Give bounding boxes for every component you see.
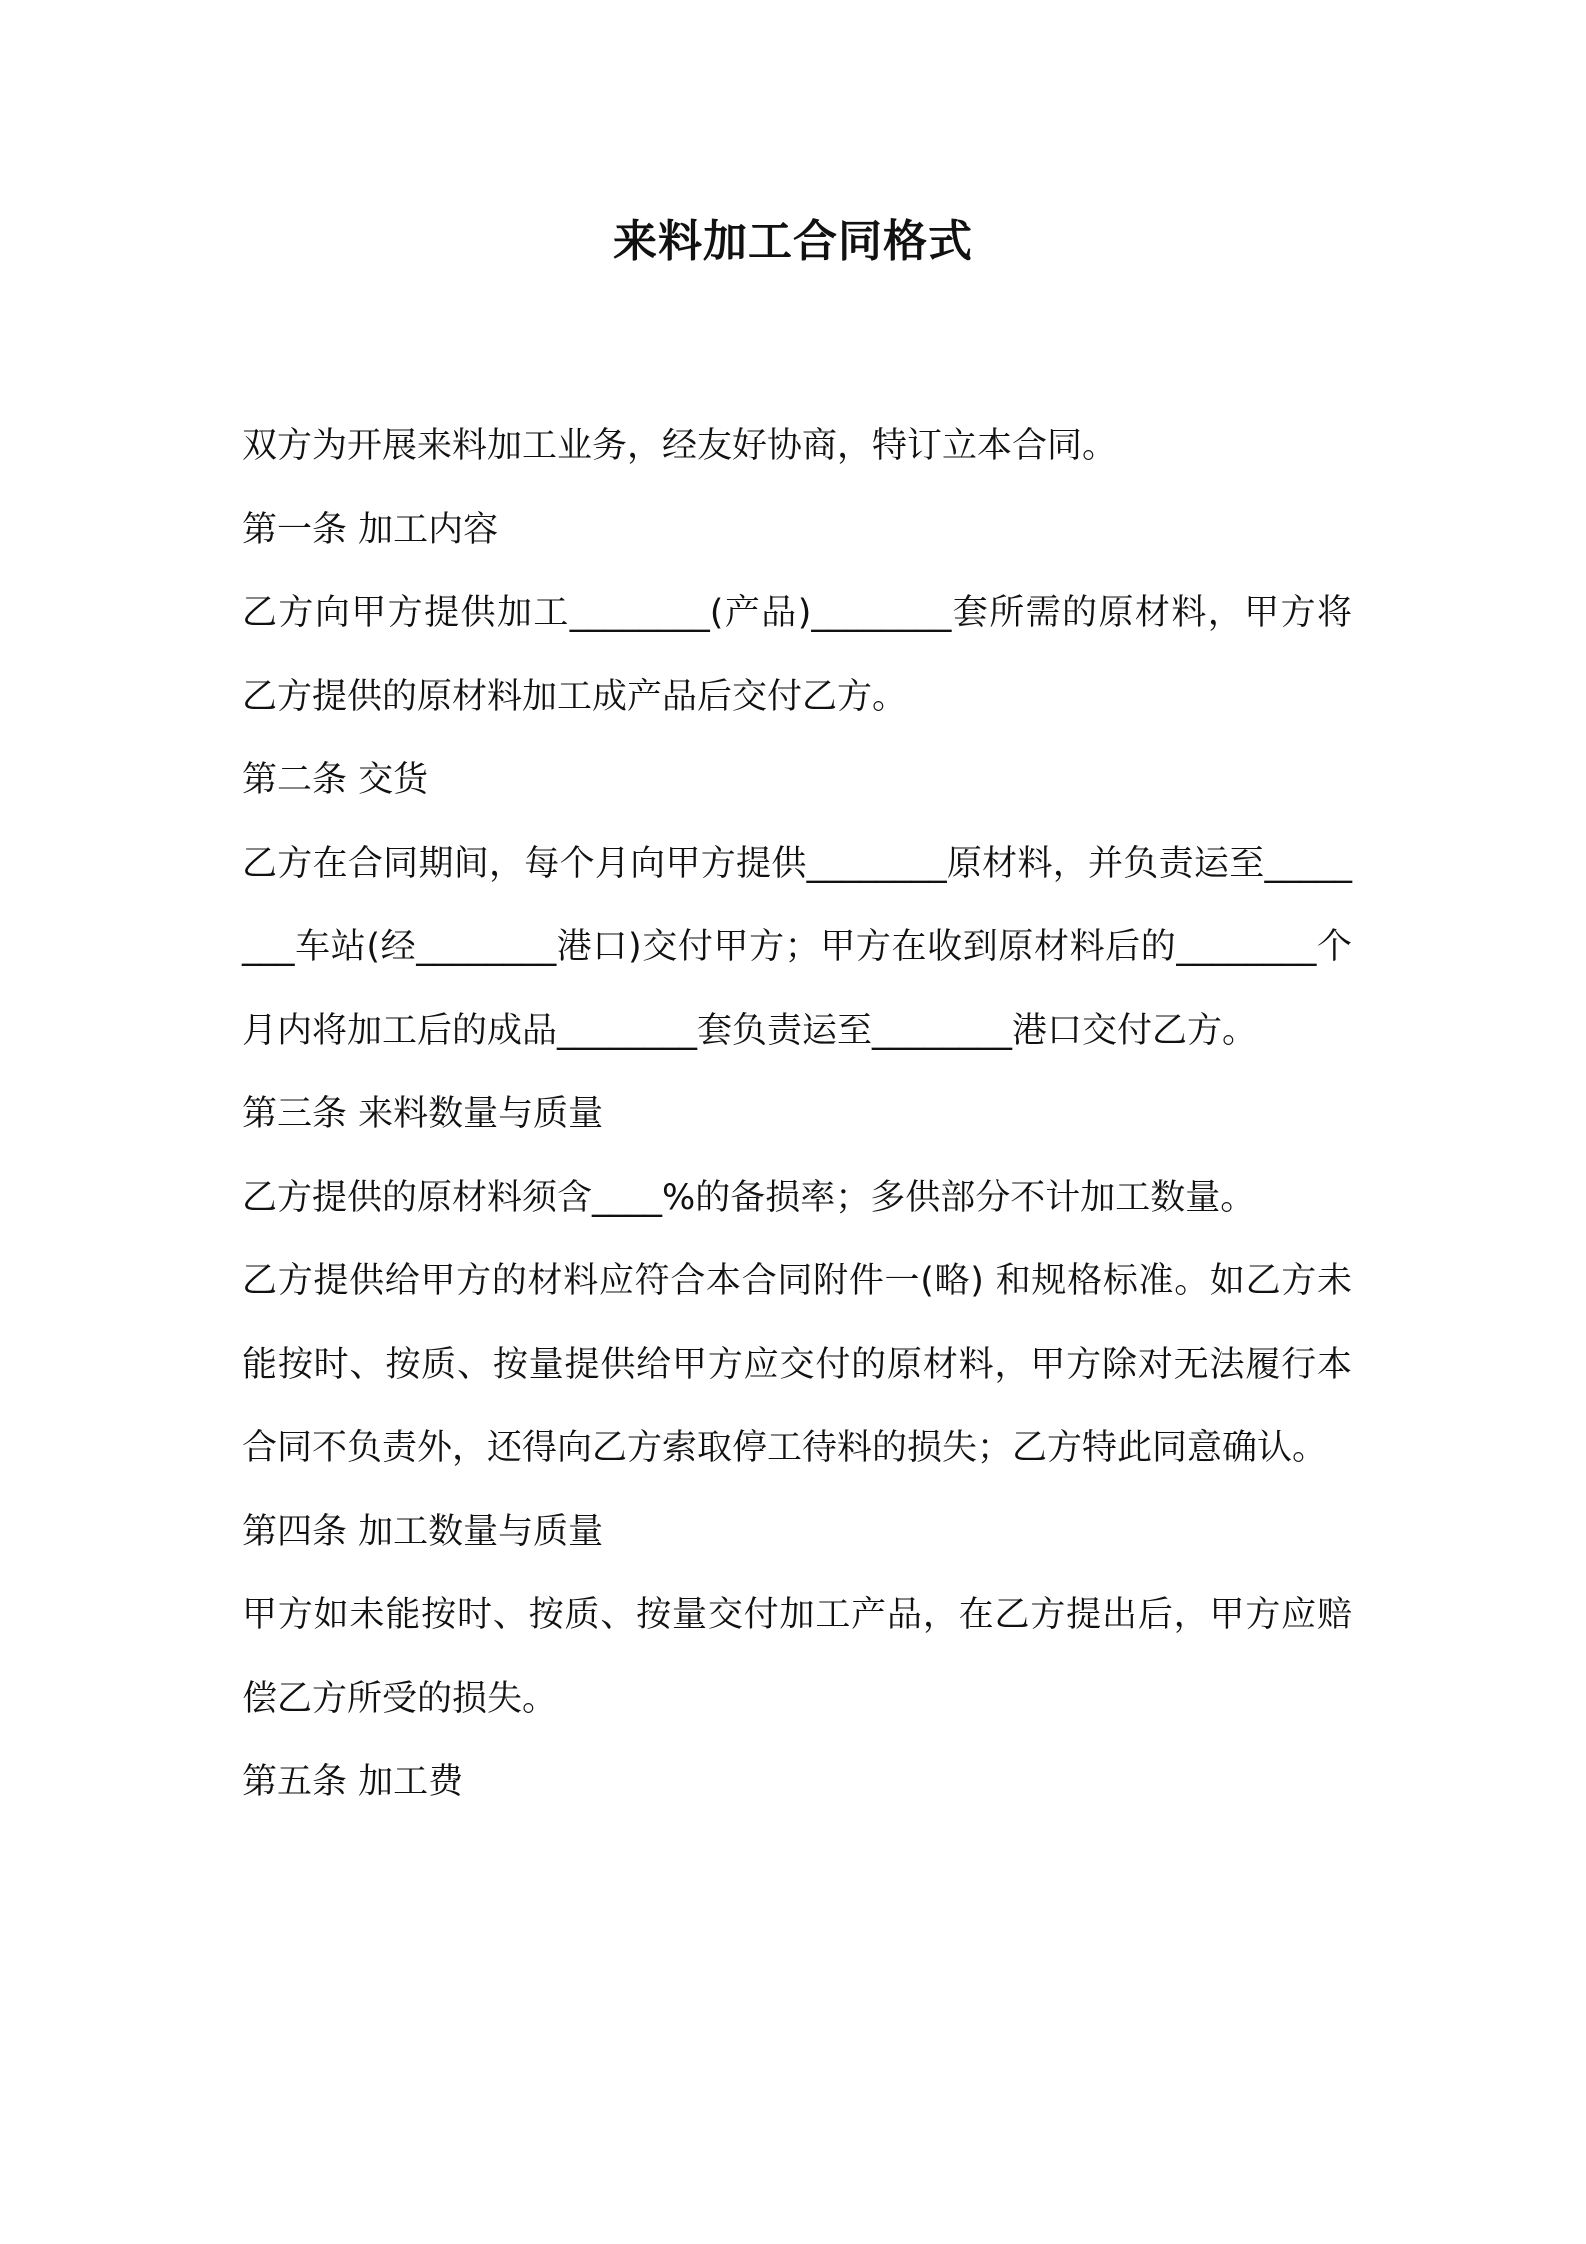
article-3-body-1: 乙方提供的原材料须含____%的备损率；多供部分不计加工数量。 xyxy=(242,1177,1256,1218)
article-5-heading: 第五条 加工费 xyxy=(242,1762,464,1802)
intro-paragraph: 双方为开展来料加工业务，经友好协商，特订立本合同。 xyxy=(242,426,1118,466)
article-2-body: 乙方在合同期间，每个月向甲方提供________原材料，并负责运至________车站(经________港口)交付甲方；甲方在收到原材料后的________个月内将加工后的成品________套负责运至________港口交付乙方。 xyxy=(242,843,1352,1051)
document-title: 来料加工合同格式 xyxy=(613,216,973,267)
article-1-body: 乙方向甲方提供加工________(产品)________套所需的原材料，甲方将乙方提供的原材料加工成产品后交付乙方。 xyxy=(242,593,1352,717)
article-2-heading: 第二条 交货 xyxy=(242,760,429,800)
document-body xyxy=(242,405,1352,1825)
article-4-body: 甲方如未能按时、按质、按量交付加工产品，在乙方提出后，甲方应赔偿乙方所受的损失。 xyxy=(242,1595,1352,1719)
article-4-heading: 第四条 加工数量与质量 xyxy=(242,1511,604,1552)
article-3-body-2: 乙方提供给甲方的材料应符合本合同附件一(略) 和规格标准。如乙方未能按时、按质、按量提供给甲方应交付的原材料，甲方除对无法履行本合同不负责外，还得向乙方索取停工待料的损失；乙方特此同意确认。 xyxy=(242,1261,1352,1468)
article-1-heading: 第一条 加工内容 xyxy=(242,509,499,550)
article-3-heading: 第三条 来料数量与质量 xyxy=(242,1094,604,1134)
